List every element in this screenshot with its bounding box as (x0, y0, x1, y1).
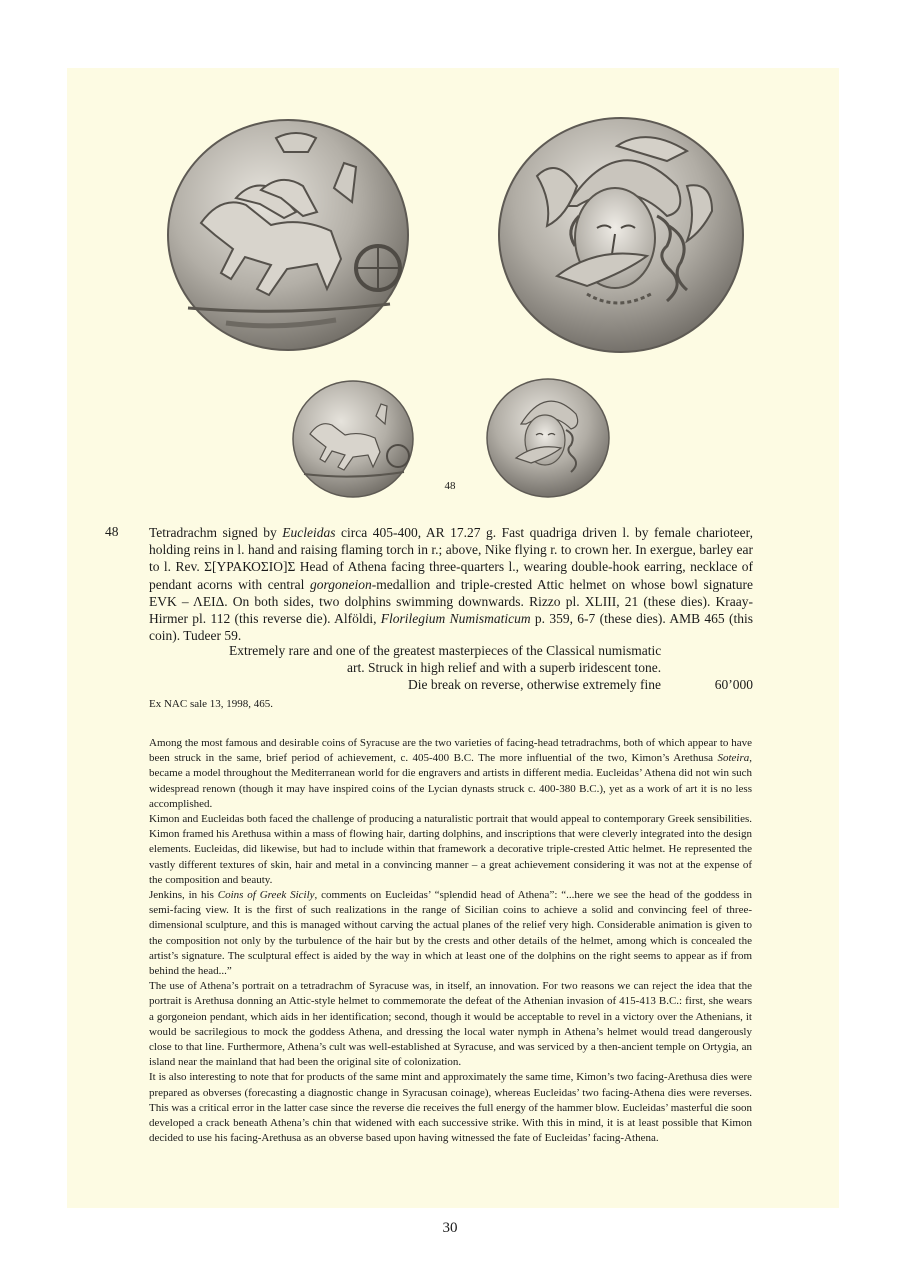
essay-paragraph: The use of Athena’s portrait on a tetradrachm of Syracuse was, in itself, an innovation. For two reasons we can reject the idea that the portrait is Arethusa donning an Attic-style helmet to commemorate the defeat of the Athenian invasion of 415-413 B.C.: first, she wears a gorgoneion pendant, which aids in her identification; second, though it would be acceptable to revel in a victory over the Athenians, it would be sacrilegious to mock the goddess Athena, and dressing the local water nymph in Athena’s helmet would tread dangerously close to that line. Furthermore, Athena’s cult was well-established at Syracuse, and was serviced by a then-ancient temple on Ortygia, an island near the mainland that had been the original site of colonization. (149, 980, 752, 1069)
page-number: 30 (442, 1220, 458, 1236)
essay (149, 736, 752, 1146)
obverse-coin-large-image (166, 118, 410, 352)
lot-description-text: p. 359, 6-7 (these dies). AMB 465 (this coin). Tudeer 59. (149, 611, 753, 644)
lot-description-text: -medallion and triple-crested Attic helmet on whose bowl signature ΕVΚ – ΛΕΙΔ. On both sides, two dolphins swimming downwards. Rizzo pl. XLIII, 21 (these dies). Kraay-Hirmer pl. 112 (this reverse die). Alföldi, (149, 576, 753, 627)
essay-paragraph (149, 888, 752, 979)
essay-italic: Soteira (717, 752, 750, 765)
estimate-price: 60’000 (714, 677, 753, 692)
lot-number: 48 (105, 524, 119, 539)
essay-text: Among the most famous and desirable coins of Syracuse are the two varieties of facing-head tetradrachms, both of which appear to have been struck in the same, brief period of achievement, c. 405-400 B.C. The more influential of the two, Kimon’s Arethusa (149, 737, 752, 765)
essay-text: , comments on Eucleidas’ “splendid head of Athena”: “...here we see the head of the goddess in semi-facing view. It is the first of such realizations in the range of Sicilian coins to achieve a solid and convincing feel of three-dimensional sculpture, and this is managed without carving the actual planes of the relief very high. Considerable animation is given to the composition not only by the turbulence of the hair but by the crests and other details of the helmet, among which is concealed the artist’s signature. The sculptural effect is aided by the way in which at least one of the dolphins on the right seems to appear as if from behind the head...” (149, 889, 752, 978)
grade-line-3: Die break on reverse, otherwise extremely fine (408, 677, 662, 692)
essay-paragraph: It is also interesting to note that for products of the same mint and approximately the same time, Kimon’s two facing-Arethusa dies were prepared as obverses (forecasting a diagnostic change in Syracusan coinage), whereas Eucleidas’ two facing-Athena dies were reverses. This was a critical error in the latter case since the reverse die receives the full energy of the hammer blow. Eucleidas’ masterful die soon developed a crack beneath Athena’s chin that widened with each successive strike. With this in mind, it is at least possible that Kimon decided to use his facing-Arethusa as an obverse based upon having witnessed the fate of Eucleidas’ facing-Athena. (149, 1071, 752, 1145)
grade-line-1: Extremely rare and one of the greatest masterpieces of the Classical numismatic (229, 643, 662, 658)
essay-paragraph (149, 736, 752, 812)
essay-paragraph: Kimon and Eucleidas both faced the challenge of producing a naturalistic portrait that would appeal to contemporary Greek sensibilities. Kimon framed his Arethusa within a mass of flowing hair, darting dolphins, and inscriptions that were cleverly integrated into the design elements. Eucleidas, did likewise, but had to include within that framework a decorative triple-crested Attic helmet. He represented the vastly different textures of skin, hair and metal in a convincing manner – a great achievement considering it was not at the expense of the composition and beauty. (149, 813, 752, 886)
provenance: Ex NAC sale 13, 1998, 465. (149, 698, 274, 710)
essay-italic: Coins of Greek Sicily (217, 889, 315, 902)
essay-text: , became a model throughout the Mediterranean world for die engravers and artists in different media. Eucleidas’ Athena did not win such widespread renown (though it may have inspired coins of the Lycian dynasts struck c. 400-380 B.C.), yet as a work of art it is no less accomplished. (149, 752, 752, 810)
plate-number: 48 (444, 480, 456, 492)
lot-description-text: Tetradrachm signed by (149, 525, 283, 540)
essay-text: Jenkins, in his (149, 889, 218, 902)
reference-title: Florilegium Numismaticum (380, 611, 531, 627)
lot-description-text: circa 405-400, AR 17.27 g. Fast quadriga driven l. by female charioteer, holding reins in l. hand and raising flaming torch in r.; above, Nike flying r. to crown her. In exergue, barley ear to l. Rev. Σ[ΥΡΑΚΟΣΙΟ]Σ Head of Athena facing three-quarters l., wearing double-hook earring, necklace of pendant acorns with central (149, 525, 753, 592)
lot-description (149, 524, 753, 644)
grade-line-2: art. Struck in high relief and with a superb iridescent tone. (347, 660, 662, 675)
gorgoneion-term: gorgoneion (310, 576, 372, 592)
reverse-coin-large-image (497, 116, 745, 354)
artist-name: Eucleidas (282, 525, 336, 540)
